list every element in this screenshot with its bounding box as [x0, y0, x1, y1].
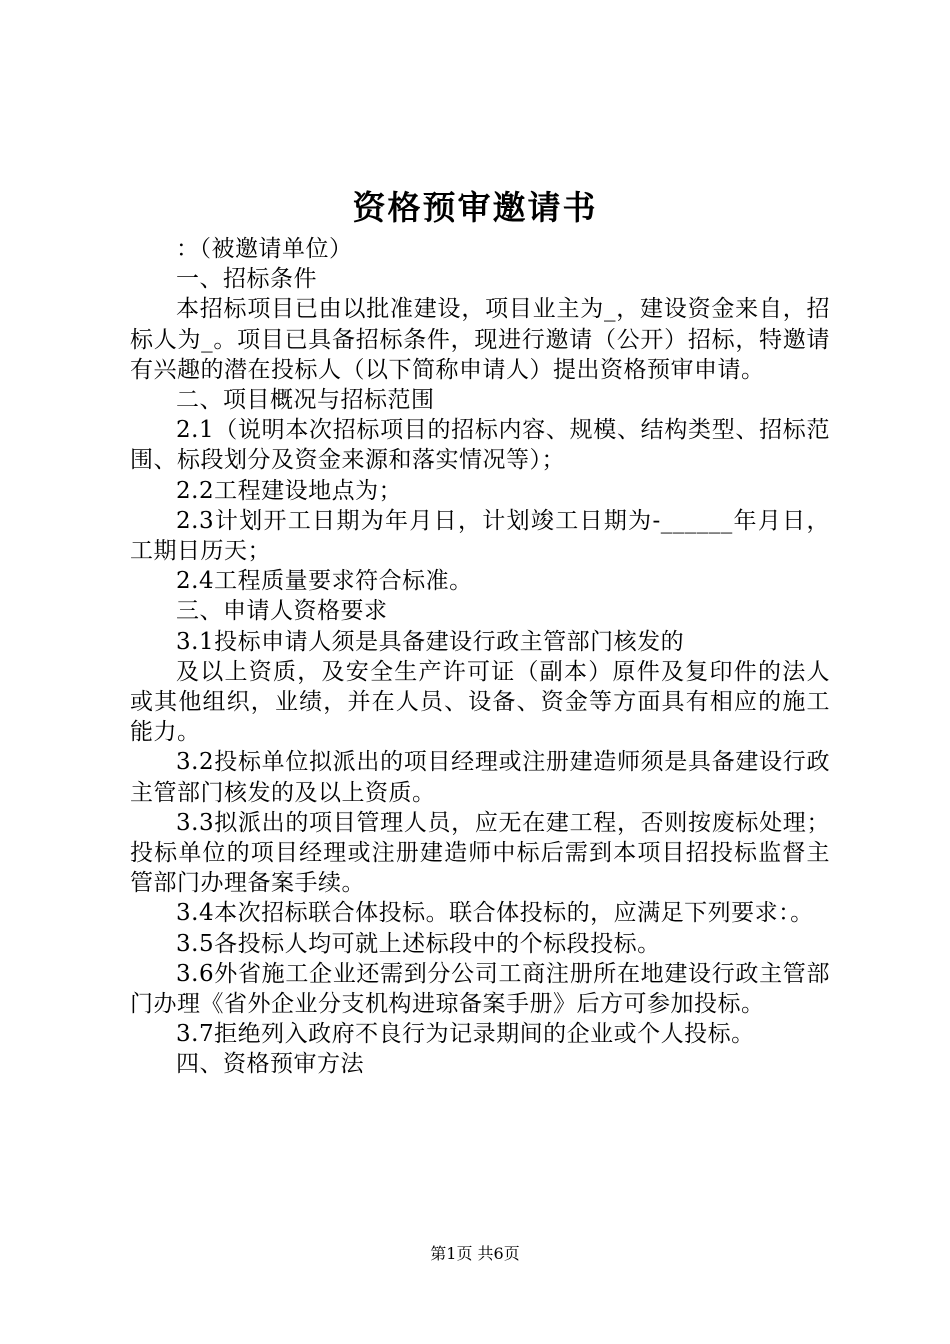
paragraph-3-4: 3.4本次招标联合体投标。联合体投标的，应满足下列要求：。	[176, 900, 814, 927]
document-title: 资格预审邀请书	[352, 188, 598, 227]
paragraph-2-4: 2.4工程质量要求符合标准。	[176, 568, 473, 595]
paragraph-3-2: 3.2投标单位拟派出的项目经理或注册建造师须是具备建设行政主管部门核发的及以上资质。	[130, 749, 830, 806]
heading-section-2: 二、项目概况与招标范围	[176, 387, 435, 414]
paragraph-3-7: 3.7拒绝列入政府不良行为记录期间的企业或个人投标。	[176, 1021, 755, 1048]
paragraph-2-2: 2.2工程建设地点为；	[176, 477, 403, 504]
paragraph-3-1: 3.1投标申请人须是具备建设行政主管部门核发的	[176, 628, 685, 655]
paragraph-3-1-continued: 及以上资质，及安全生产许可证（副本）原件及复印件的法人或其他组织，业绩，并在人员、设备、资金等方面具有相应的施工能力。	[130, 658, 830, 746]
paragraph-3-3: 3.3拟派出的项目管理人员，应无在建工程，否则按废标处理；投标单位的项目经理或注册建造师中标后需到本项目招投标监督主管部门办理备案手续。	[130, 809, 830, 897]
heading-section-1: 一、招标条件	[176, 266, 317, 293]
paragraph-3-6: 3.6外省施工企业还需到分公司工商注册所在地建设行政主管部门办理《省外企业分支机构进琼备案手册》后方可参加投标。	[130, 960, 830, 1018]
heading-section-3: 三、申请人资格要求	[176, 598, 388, 625]
paragraph-2-3: 2.3计划开工日期为年月日，计划竣工日期为-______年月日，工期日历天；	[130, 507, 830, 565]
document-body	[130, 234, 830, 1080]
paragraph-2-1: 2.1（说明本次招标项目的招标内容、规模、结构类型、招标范围、标段划分及资金来源和落实情况等）；	[130, 417, 830, 474]
paragraph-tender-conditions: 本招标项目已由以批准建设，项目业主为_，建设资金来自，招标人为_。项目已具备招标条件，现进行邀请（公开）招标，特邀请有兴趣的潜在投标人（以下简称申请人）提出资格预审申请。	[130, 296, 830, 383]
page-number: 第1页 共6页	[430, 1244, 520, 1263]
paragraph-addressee: ：（被邀请单位）	[176, 236, 353, 262]
paragraph-3-5: 3.5各投标人均可就上述标段中的个标段投标。	[176, 930, 661, 957]
heading-section-4: 四、资格预审方法	[176, 1051, 364, 1078]
